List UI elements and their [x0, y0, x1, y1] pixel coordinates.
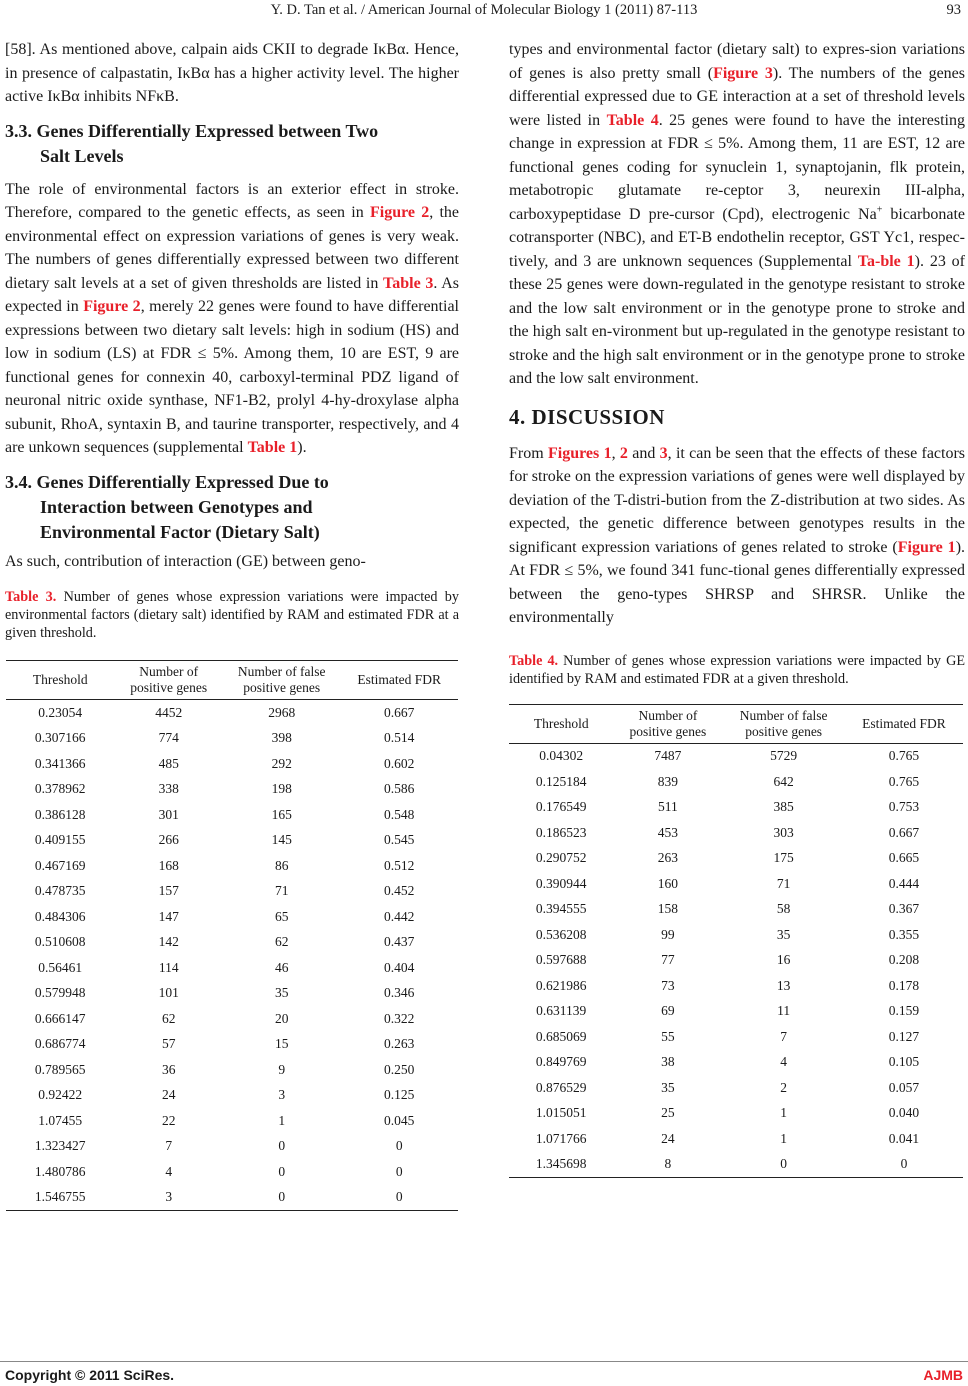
table-cell: 24	[161, 1087, 176, 1103]
table-cell: 8	[664, 1156, 672, 1172]
caption-text: Number of genes whose expression variations were impacted by GE identified by RAM and estimated FDR at a given threshold.	[509, 652, 965, 687]
text: , the environmental effect on expression variations of genes is very weak. The numbers of genes differentially expressed between two different dietary salt levels at a set of given thresholds are listed in	[5, 204, 460, 292]
table-cell: 0.346	[384, 985, 415, 1001]
text: As such, contribution of interaction (GE) between geno-	[5, 552, 366, 570]
table-cell: 142	[158, 934, 179, 950]
table-cell: 0.04302	[539, 748, 584, 764]
table-cell: 0	[278, 1189, 286, 1205]
copyright: Copyright © 2011 SciRes.	[5, 1367, 175, 1383]
table-row	[6, 1159, 458, 1185]
table-cell: 0	[278, 1163, 286, 1179]
text: ). The numbers of the genes differential expressed due to GE interaction at a set of threshold levels were listed in	[509, 64, 965, 129]
column-header: Estimated FDR	[357, 672, 442, 687]
table-row	[6, 1083, 458, 1109]
table-row	[509, 922, 963, 948]
table-cell: 4	[165, 1163, 173, 1179]
table-cell: 0.442	[384, 908, 415, 924]
table-row	[6, 853, 458, 879]
table-cell: 0.536208	[535, 926, 587, 942]
table-row	[509, 1126, 963, 1152]
table-cell: 0.105	[888, 1054, 920, 1070]
table-row	[509, 820, 963, 846]
table-cell: 398	[271, 730, 292, 746]
column-header: Number of positive genes	[629, 707, 707, 739]
table-cell: 0.355	[888, 926, 920, 942]
table-cell: 71	[776, 875, 791, 891]
table-row	[509, 1075, 963, 1101]
table-row	[6, 1006, 458, 1032]
table-cell: 0.510608	[34, 934, 86, 950]
table-cell: 0.753	[888, 799, 920, 815]
table-cell: 157	[158, 883, 179, 899]
table-cell: 165	[271, 806, 292, 822]
table-row	[509, 769, 963, 795]
table-cell: 0.437	[384, 934, 415, 950]
column-header: Estimated FDR	[862, 715, 946, 731]
table-cell: 0.876529	[535, 1079, 587, 1095]
text: and	[627, 444, 660, 462]
table-cell: 1.07455	[38, 1112, 83, 1128]
text: The role of environmental factors is an exterior effect in stroke. Therefore, compared to the genetic effects, as seen in	[5, 180, 459, 221]
table-row	[6, 1108, 458, 1134]
table-row	[6, 777, 458, 803]
table-cell: 24	[661, 1130, 675, 1146]
figure-link[interactable]: Figure 3	[713, 64, 773, 82]
table-cell: 86	[274, 857, 289, 873]
table-cell: 15	[274, 1036, 289, 1052]
caption-label: Table 3.	[5, 589, 57, 605]
table-row	[6, 726, 458, 752]
table-cell: 55	[661, 1028, 675, 1044]
column-header: Threshold	[32, 672, 88, 687]
text: . As expected in	[5, 274, 460, 315]
table-cell: 35	[776, 926, 791, 942]
table-cell: 0	[395, 1138, 403, 1154]
table-cell: 175	[773, 850, 794, 866]
table-cell: 266	[158, 832, 179, 848]
table-cell: 65	[274, 908, 289, 924]
journal-abbrev: AJMB	[923, 1367, 963, 1383]
running-header	[0, 2, 968, 22]
column-header: Number of positive genes	[130, 664, 208, 695]
figure-link[interactable]: Figures 1	[548, 444, 612, 462]
table3-caption	[5, 588, 459, 642]
heading-line: Environmental Factor (Dietary Salt)	[40, 521, 320, 542]
table-row	[509, 973, 963, 999]
table-3	[6, 660, 458, 1211]
text: ). 23 of these 25 genes were down-regulated in the genotype resistant to stroke and the low salt environment or in the genotype prone to stroke and the high salt en-vironment but up-regulated in the genotype resistant to stroke and the high salt environment or in the genotype prone to stroke and the low salt environment.	[509, 252, 965, 387]
table-cell: 0.125184	[535, 773, 587, 789]
table-row	[6, 981, 458, 1007]
table-cell: 385	[773, 799, 794, 815]
table-cell: 338	[158, 781, 179, 797]
text: . Hence, in presence of calpastatin, IκBα has a higher activity level. The higher active IκBα inhibits NFκB.	[5, 41, 460, 105]
page-footer	[0, 1367, 968, 1385]
running-title: Y. D. Tan et al. / American Journal of Molecular Biology 1 (2011) 87-113	[270, 2, 698, 18]
table-cell: 0.041	[888, 1130, 920, 1146]
table-cell: 0.665	[888, 850, 920, 866]
table-link[interactable]: Table 4	[606, 111, 659, 129]
table-row	[6, 828, 458, 854]
table-cell: 0.602	[384, 755, 415, 771]
table-cell: 1	[278, 1112, 286, 1128]
table-cell: 25	[661, 1105, 675, 1121]
table-cell: 0.685069	[535, 1028, 587, 1044]
table-cell: 1.015051	[535, 1105, 587, 1121]
table-cell: 9	[278, 1061, 286, 1077]
figure-link[interactable]: 3	[659, 444, 668, 462]
table-cell: 1.546755	[34, 1189, 86, 1205]
text: . 25 genes were found to have the interesting change in expression at FDR ≤ 5%. Among them, 11 are EST, 12 are functional genes coding for synuclein 1, synaptojanin, flk protein, metabotropic glutamate re-ceptor 3, neurexin III-alpha, carboxypeptidase D pre-cursor (Cpd), electrogenic Na	[509, 111, 966, 223]
paragraph-discussion	[509, 442, 965, 630]
table-cell: 101	[158, 985, 179, 1001]
table-link[interactable]: Table 1	[247, 439, 298, 456]
figure-link[interactable]: 2	[619, 444, 628, 462]
table-cell: 0.667	[888, 824, 920, 840]
table-cell: 0.621986	[535, 977, 587, 993]
table-cell: 0.686774	[34, 1036, 86, 1052]
table-cell: 99	[661, 926, 675, 942]
table-4-body	[509, 743, 963, 1178]
table-4	[509, 704, 963, 1179]
table-row	[6, 879, 458, 905]
table-cell: 1.480786	[34, 1163, 86, 1179]
table-cell: 35	[274, 985, 289, 1001]
table-cell: 301	[158, 806, 179, 822]
table-cell: 0	[278, 1138, 286, 1154]
section-heading-3-3	[5, 119, 459, 169]
table-cell: 4452	[155, 704, 183, 720]
table-cell: 1.345698	[535, 1156, 587, 1172]
paragraph-intro	[5, 38, 459, 109]
table-cell: 1.323427	[34, 1138, 86, 1154]
table-row	[509, 1024, 963, 1050]
table-cell: 2968	[268, 704, 296, 720]
table-cell: 0.290752	[535, 850, 587, 866]
table-cell: 0.125	[384, 1087, 415, 1103]
footer-divider	[0, 1361, 968, 1362]
table-cell: 5729	[770, 748, 798, 764]
table-cell: 0.178	[888, 977, 920, 993]
caption-text: Number of genes whose expression variations were impacted by environmental factors (dietary salt) identified by RAM and estimated FDR at a given threshold.	[5, 589, 459, 641]
table-cell: 114	[158, 959, 179, 975]
table-row	[6, 802, 458, 828]
table-cell: 0.176549	[535, 799, 587, 815]
table-cell: 62	[274, 934, 289, 950]
table-row	[6, 930, 458, 956]
table-cell: 168	[158, 857, 179, 873]
text-bold: , calpain aids CKII to degrade IκBα	[172, 41, 406, 58]
text: ). At FDR ≤ 5%, we found 341 func-tional genes differentially expressed between the geno-types SHRSP and SHRSR. Unlike the environmentally	[509, 538, 966, 626]
table-cell: 0.92422	[38, 1087, 83, 1103]
table-row	[509, 795, 963, 821]
table-cell: 3	[165, 1189, 173, 1205]
text: [58]. As mentioned above	[5, 41, 173, 58]
table-cell: 0.545	[384, 832, 415, 848]
table-cell: 0.514	[384, 730, 415, 746]
table-cell: 0.127	[888, 1028, 920, 1044]
table-cell: 292	[271, 755, 292, 771]
table-cell: 1	[780, 1105, 788, 1121]
table-cell: 160	[657, 875, 678, 891]
table-cell: 62	[161, 1010, 176, 1026]
column-header: Number of false positive genes	[237, 664, 326, 695]
table-cell: 0	[395, 1163, 403, 1179]
table-cell: 22	[161, 1112, 176, 1128]
figure-link[interactable]: Figure 1	[897, 538, 956, 556]
table-cell: 0.512	[384, 857, 415, 873]
table-cell: 0.452	[384, 883, 415, 899]
table-cell: 0.322	[384, 1010, 415, 1026]
table-cell: 0.789565	[34, 1061, 86, 1077]
table-row	[6, 1134, 458, 1160]
table-cell: 0.484306	[34, 908, 86, 924]
text: ).	[297, 439, 307, 456]
table-link[interactable]: Ta-ble 1	[857, 252, 915, 270]
table-cell: 7	[780, 1028, 788, 1044]
table-cell: 0.467169	[34, 857, 86, 873]
table-cell: 642	[773, 773, 794, 789]
table-cell: 46	[274, 959, 289, 975]
table-cell: 303	[773, 824, 794, 840]
table-cell: 774	[158, 730, 179, 746]
table-row	[509, 999, 963, 1025]
text: ,	[611, 444, 620, 462]
table-cell: 7487	[654, 748, 682, 764]
heading-line: 3.3. Genes Differentially Expressed between Two	[5, 120, 379, 141]
table-cell: 0.409155	[34, 832, 86, 848]
table-row	[6, 1185, 458, 1211]
caption-label: Table 4.	[509, 652, 559, 669]
table-cell: 36	[161, 1061, 176, 1077]
table-cell: 57	[161, 1036, 176, 1052]
table-cell: 0.040	[888, 1105, 920, 1121]
text: , merely 22 genes were found to have differential expressions between two dietary salt levels: high in sodium (HS) and low in sodium (LS) at FDR ≤ 5%. Among them, 10 are EST, 9 are functional genes for connexin 40, carboxyl-terminal PDZ ligand of neuronal nitric oxide synthase, NF1-B2, prolyl 4-hy-droxylase alpha subunit, RhoA, syntaxin B, and taurine transporter, respectively, and 4 are unkown sequences (supplemental	[5, 298, 459, 456]
table-3-body	[6, 700, 458, 1211]
table-cell: 2	[780, 1079, 788, 1095]
table-cell: 73	[661, 977, 675, 993]
table-cell: 0.56461	[38, 959, 83, 975]
table4-caption	[509, 652, 965, 688]
table-row	[6, 751, 458, 777]
table-cell: 7	[165, 1138, 173, 1154]
table-link[interactable]: Table 3	[383, 274, 434, 292]
table-cell: 0.208	[888, 952, 920, 968]
paragraph-3-3	[5, 178, 459, 460]
table-cell: 0.444	[888, 875, 920, 891]
table-cell: 511	[658, 799, 678, 815]
table-cell: 1.071766	[535, 1130, 587, 1146]
table-row	[509, 897, 963, 923]
text: bicarbonate cotransporter (NBC), and ET-B endothelin receptor, GST Yc1, respec-tively, and 3 are unknown sequences (Supplemental	[509, 205, 966, 270]
table-cell: 453	[657, 824, 678, 840]
column-header: Threshold	[533, 715, 589, 731]
table-cell: 0.159	[888, 1003, 920, 1019]
table-cell: 0.367	[888, 901, 920, 917]
table-cell: 263	[657, 850, 678, 866]
table-header-row	[6, 661, 458, 700]
table-cell: 0.765	[888, 773, 920, 789]
table-cell: 0	[780, 1156, 788, 1172]
table-cell: 1	[780, 1130, 788, 1146]
table-header-row	[509, 704, 963, 743]
table-cell: 0	[900, 1156, 908, 1172]
table-cell: 35	[661, 1079, 675, 1095]
text: From	[509, 444, 548, 462]
table-cell: 16	[776, 952, 791, 968]
table-cell: 0.478735	[34, 883, 86, 899]
right-column	[509, 38, 965, 1178]
table-cell: 13	[776, 977, 791, 993]
table-cell: 0.390944	[535, 875, 587, 891]
heading-line: 3.4. Genes Differentially Expressed Due to	[5, 471, 329, 492]
table-cell: 11	[777, 1003, 791, 1019]
table-cell: 3	[278, 1087, 286, 1103]
figure-link[interactable]: Figure 2	[83, 298, 141, 315]
table-cell: 0.849769	[535, 1054, 587, 1070]
table-row	[6, 955, 458, 981]
table-row	[6, 700, 458, 726]
table-cell: 485	[158, 755, 179, 771]
superscript: +	[876, 204, 883, 216]
table-row	[6, 904, 458, 930]
table-cell: 0.597688	[535, 952, 587, 968]
paragraph-3-4	[5, 550, 459, 574]
table-cell: 0.263	[384, 1036, 415, 1052]
table-cell: 0.045	[384, 1112, 415, 1128]
text: types and environmental factor (dietary salt) to expres-sion variations of genes is also pretty small (	[509, 41, 965, 82]
table-cell: 58	[776, 901, 791, 917]
heading-line: Interaction between Genotypes and	[40, 496, 313, 517]
table-cell: 0.23054	[38, 704, 83, 720]
table-cell: 198	[271, 781, 292, 797]
table-cell: 0.404	[384, 959, 415, 975]
paragraph-continued	[509, 38, 965, 391]
table-cell: 20	[274, 1010, 289, 1026]
table-row	[509, 743, 963, 769]
table-row	[509, 846, 963, 872]
table-cell: 0.765	[888, 748, 920, 764]
table-cell: 147	[158, 908, 179, 924]
table-cell: 0.307166	[34, 730, 86, 746]
table-cell: 69	[661, 1003, 675, 1019]
table-cell: 0.250	[384, 1061, 415, 1077]
table-cell: 0.378962	[34, 781, 86, 797]
heading-line: Salt Levels	[40, 145, 124, 166]
table-cell: 0.579948	[34, 985, 86, 1001]
column-header: Number of false positive genes	[739, 707, 828, 739]
table-row	[6, 1057, 458, 1083]
section-heading-discussion: 4. DISCUSSION	[509, 404, 665, 429]
table-cell: 158	[657, 901, 678, 917]
table-cell: 0.186523	[535, 824, 587, 840]
table-row	[509, 1050, 963, 1076]
table-cell: 71	[274, 883, 289, 899]
table-row	[509, 871, 963, 897]
page-number: 93	[946, 2, 961, 18]
left-column	[5, 38, 459, 1211]
table-cell: 0.386128	[34, 806, 86, 822]
table-cell: 77	[661, 952, 675, 968]
table-cell: 0.667	[384, 704, 415, 720]
table-row	[6, 1032, 458, 1058]
table-cell: 0.631139	[536, 1003, 587, 1019]
figure-link[interactable]: Figure 2	[369, 204, 430, 221]
table-cell: 0.394555	[535, 901, 587, 917]
text: , it can be seen that the effects of these factors for stroke on the expression variations of genes were well displayed by deviation of the T-distri-bution from the Z-distribution at two sides. As expected, the genetic difference between genotypes results in the significant expression variations of genes related to stroke (	[509, 444, 966, 556]
table-cell: 38	[661, 1054, 675, 1070]
section-heading-3-4	[5, 470, 459, 545]
table-row	[509, 1101, 963, 1127]
table-cell: 0	[395, 1189, 403, 1205]
table-cell: 0.586	[384, 781, 415, 797]
table-row	[509, 948, 963, 974]
table-cell: 0.057	[888, 1079, 920, 1095]
table-row	[509, 1152, 963, 1178]
table-cell: 0.666147	[34, 1010, 86, 1026]
table-cell: 0.341366	[34, 755, 86, 771]
table-cell: 4	[780, 1054, 788, 1070]
table-cell: 145	[271, 832, 292, 848]
table-cell: 0.548	[384, 806, 415, 822]
table-cell: 839	[657, 773, 678, 789]
